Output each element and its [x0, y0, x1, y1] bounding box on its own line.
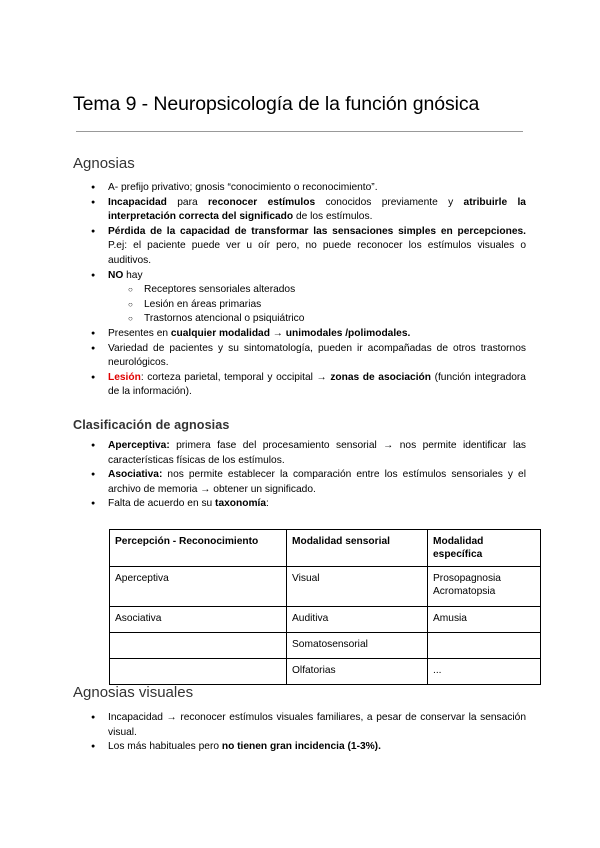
table-cell: [110, 633, 287, 659]
table-cell: Aperceptiva: [110, 567, 287, 607]
table-cell: Olfatorias: [287, 659, 428, 685]
list-item: ● Aperceptiva: primera fase del procesamiento sensorial → nos permite identificar las características físicas de los estímulos.: [90, 439, 526, 468]
list-item: ● Pérdida de la capacidad de transformar las sensaciones simples en percepciones. P.ej: el paciente puede ver u oír pero, no puede reconocer los estímulos visuales o auditivos.: [90, 225, 526, 269]
column-header: Modalidad específica: [428, 530, 541, 567]
page-title: Tema 9 - Neuropsicología de la función gnósica: [73, 93, 480, 115]
clasificacion-list: [90, 439, 526, 512]
table-cell: [110, 659, 287, 685]
list-item: ● Falta de acuerdo en su taxonomía:: [90, 497, 526, 512]
table-row: [110, 607, 541, 633]
sub-list-item: ○ Lesión en áreas primarias: [108, 298, 526, 313]
sub-list-item: ○ Receptores sensoriales alterados: [108, 283, 526, 298]
list-item: ● Los más habituales pero no tienen gran incidencia (1-3%).: [90, 740, 526, 755]
column-header: Percepción - Reconocimiento: [110, 530, 287, 567]
table-row: [110, 633, 541, 659]
list-item: ● Lesión: corteza parietal, temporal y occipital → zonas de asociación (función integradora de la información).: [90, 371, 526, 400]
table-header-row: [110, 530, 541, 567]
table-row: [110, 567, 541, 607]
title-divider: [76, 131, 523, 132]
agnosias-list: [90, 181, 526, 400]
list-item: ● Variedad de pacientes y su sintomatología, pueden ir acompañadas de otros trastornos neurológicos.: [90, 342, 526, 371]
list-item: ● Incapacidad → reconocer estímulos visuales familiares, a pesar de conservar la sensación visual.: [90, 711, 526, 740]
list-item: ● A- prefijo privativo; gnosis “conocimiento o reconocimiento”.: [90, 181, 526, 196]
list-item: ● Asociativa: nos permite establecer la comparación entre los estímulos sensoriales y el archivo de memoria → obtener un significado.: [90, 468, 526, 497]
table-cell: [428, 633, 541, 659]
list-item: ● NO hay ○ Receptores sensoriales alterados ○ Lesión en áreas primarias ○ Trastornos atencional o psiquiátrico: [90, 269, 526, 327]
sub-list: [108, 283, 526, 327]
table-row: [110, 659, 541, 685]
column-header: Modalidad sensorial: [287, 530, 428, 567]
visuales-list: [90, 711, 526, 755]
list-item: ● Presentes en cualquier modalidad → unimodales /polimodales.: [90, 327, 526, 342]
section-heading-agnosias: Agnosias: [73, 155, 135, 172]
table-cell: Somatosensorial: [287, 633, 428, 659]
table-cell: Prosopagnosia Acromatopsia: [428, 567, 541, 607]
table-cell: ...: [428, 659, 541, 685]
list-item: ● Incapacidad para reconocer estímulos conocidos previamente y atribuirle la interpretación correcta del significado de los estímulos.: [90, 196, 526, 225]
table-cell: Amusia: [428, 607, 541, 633]
table-cell: Asociativa: [110, 607, 287, 633]
lesion-label: Lesión: [108, 371, 141, 383]
section-heading-clasificacion: Clasificación de agnosias: [73, 418, 230, 432]
table-cell: Visual: [287, 567, 428, 607]
table-cell: Auditiva: [287, 607, 428, 633]
section-heading-visuales: Agnosias visuales: [73, 684, 194, 701]
taxonomy-table: [109, 529, 541, 685]
sub-list-item: ○ Trastornos atencional o psiquiátrico: [108, 312, 526, 327]
